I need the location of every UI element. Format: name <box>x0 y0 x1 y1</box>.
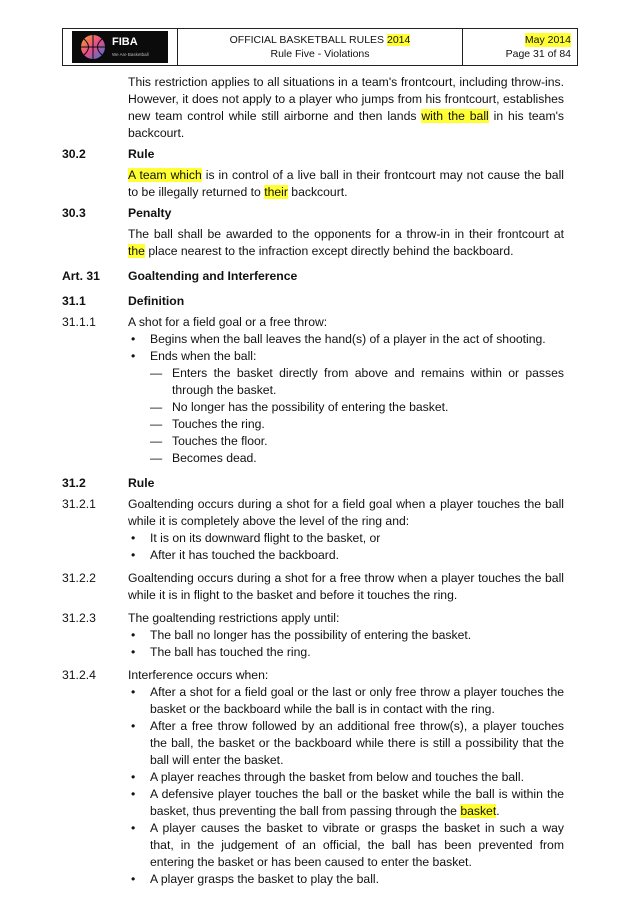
bullet-list <box>128 627 564 661</box>
section-31-2-heading <box>62 475 564 492</box>
page-number: Page 31 of 84 <box>505 48 571 60</box>
subsection-title: A shot for a field goal or a free throw: <box>128 315 328 329</box>
dash-item: — Touches the ring. <box>150 416 564 433</box>
article-number: Art. 31 <box>62 269 100 283</box>
body-text: when a player touches the ball while it is completely above the level of the ring and: <box>128 497 565 528</box>
body-text: occurs when: <box>196 668 269 682</box>
body-text: . <box>496 804 500 818</box>
body-text: occurs during a <box>197 497 283 511</box>
dash-list <box>150 365 564 467</box>
body-text: when a player touches the ball while it is in flight to the basket and before it touches the ring. <box>128 571 564 602</box>
list-item: • After a free throw followed by an additional free throw(s), a player touches the ball, the basket or the backboard while there is still a possibility that the ball will enter the basket. <box>128 718 564 769</box>
intro-text: This restriction applies to all situations in a team's frontcourt, including throw-ins. However, it does not apply to a player who jumps from his frontcourt, establishes new team control while still airborne and then lands <box>128 75 564 123</box>
list-item <box>128 348 564 467</box>
article-heading: Goaltending and Interference <box>128 269 298 283</box>
body-text: place nearest to the infraction except directly behind the backboard. <box>148 244 514 258</box>
highlight-text: the <box>128 244 145 258</box>
intro-highlight: with the ball <box>421 109 489 123</box>
section-31-1-heading <box>62 293 564 310</box>
body-text: occurs during a <box>197 571 282 585</box>
subsection-number: 31.2.3 <box>62 611 96 625</box>
logo-cell <box>63 29 178 65</box>
list-item <box>128 786 564 820</box>
document-subtitle: Rule Five - Violations <box>270 48 370 60</box>
header-title-cell <box>178 29 463 65</box>
list-item: • A player grasps the basket to play the ball. <box>128 871 564 888</box>
header-meta-cell <box>463 29 577 65</box>
section-30-3-text <box>62 226 564 260</box>
list-item: • After it has touched the backboard. <box>128 547 564 564</box>
list-item: • A player causes the basket to vibrate or grasps the basket in such a way that, in the judgement of an official, the ball has been prevented from entering the basket or has been caused to enter the basket. <box>128 820 564 871</box>
subsection-number: 31.2.2 <box>62 571 96 585</box>
section-31-2-3 <box>62 610 564 661</box>
section-heading: Definition <box>128 294 185 308</box>
highlight-text: basket <box>460 804 497 818</box>
article-31-heading <box>62 268 564 285</box>
body-text: A defensive player touches the ball or the basket while the ball is within the basket, thus preventing the ball from passing through the <box>150 787 564 818</box>
body-text: when the ball leaves the hand(s) of a player in the act of shooting. <box>190 332 546 346</box>
intro-text-end: in his team's backcourt. <box>128 109 565 140</box>
subsection-number: 31.1.1 <box>62 315 96 329</box>
body-text: when the ball: <box>181 349 257 363</box>
list-item: • It is on its downward flight to the basket, or <box>128 530 564 547</box>
dash-item: — Becomes dead. <box>150 450 564 467</box>
section-31-1-1 <box>62 314 564 467</box>
subsection-number: 31.2.1 <box>62 497 96 511</box>
intro-paragraph <box>62 74 564 142</box>
list-item: • The ball no longer has the possibility of entering the basket. <box>128 627 564 644</box>
body-text: The ball shall be awarded to the opponents for a throw-in in their frontcourt at <box>128 227 564 241</box>
list-item: • A player reaches through the basket from below and touches the ball. <box>128 769 564 786</box>
logo-tagline: We Are Basketball <box>112 52 149 57</box>
section-30-2-text <box>62 167 564 201</box>
logo-text: FIBA <box>112 36 138 48</box>
body-text: is in control of a live ball in their frontcourt may not cause the ball to be illegally returned to <box>128 168 565 199</box>
bullet-list <box>128 530 564 564</box>
term: Interference <box>128 668 194 682</box>
section-31-2-4 <box>62 667 564 888</box>
subsection-number: 31.2.4 <box>62 668 96 682</box>
section-30-2-heading <box>62 146 564 163</box>
list-item: • After a shot for a field goal or the last or only free throw a player touches the basket or the backboard while the ball is in contact with the ring. <box>128 684 564 718</box>
section-heading: Rule <box>128 476 155 490</box>
body-text: backcourt. <box>291 185 348 199</box>
title-prefix: OFFICIAL BASKETBALL RULES <box>229 34 385 46</box>
bullet-list <box>128 684 564 888</box>
section-number: 31.2 <box>62 476 86 490</box>
list-item <box>128 331 564 348</box>
document-date: May 2014 <box>524 34 571 46</box>
term: shot for a free throw <box>284 571 395 585</box>
bullet-list <box>128 331 564 467</box>
term: shot for a field goal <box>286 497 393 511</box>
term: Ends <box>150 349 178 363</box>
list-item: • The ball has touched the ring. <box>128 644 564 661</box>
section-heading: Penalty <box>128 206 172 220</box>
term: Goaltending <box>128 571 194 585</box>
highlight-text: A team which <box>128 168 202 182</box>
document-title <box>230 33 411 47</box>
section-31-2-1 <box>62 496 564 564</box>
section-number: 30.3 <box>62 206 86 220</box>
dash-item: — Touches the floor. <box>150 433 564 450</box>
section-number: 31.1 <box>62 294 86 308</box>
highlight-text: their <box>264 185 288 199</box>
body-text: The goaltending restrictions apply until: <box>128 611 340 625</box>
section-30-3-heading <box>62 205 564 222</box>
dash-item: — No longer has the possibility of entering the basket. <box>150 399 564 416</box>
term: Begins <box>150 332 188 346</box>
title-year: 2014 <box>387 34 411 46</box>
section-31-2-2 <box>62 570 564 604</box>
basketball-globe-icon <box>72 31 168 63</box>
fiba-logo <box>72 31 168 63</box>
section-number: 30.2 <box>62 147 86 161</box>
page-content <box>62 74 564 888</box>
section-heading: Rule <box>128 147 155 161</box>
page-header <box>62 28 578 66</box>
term: Goaltending <box>128 497 194 511</box>
dash-item: — Enters the basket directly from above and remains within or passes through the basket. <box>150 365 564 399</box>
